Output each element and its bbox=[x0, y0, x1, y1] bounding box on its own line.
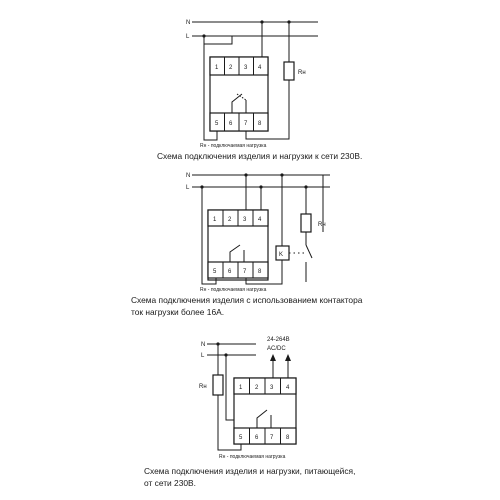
d1-terminal-2: 2 bbox=[229, 65, 233, 71]
d2-terminal-5: 5 bbox=[213, 269, 217, 275]
d2-terminal-7: 7 bbox=[243, 269, 247, 275]
d1-load-label: Rн bbox=[298, 70, 306, 76]
d1-terminal-6: 6 bbox=[229, 121, 233, 127]
d3-terminal-1: 1 bbox=[239, 385, 243, 391]
d2-terminal-4: 4 bbox=[258, 217, 262, 223]
d3-terminal-7: 7 bbox=[270, 435, 274, 441]
d3-caption-line2: от сети 230В. bbox=[144, 478, 196, 488]
d3-supply-type: AC/DC bbox=[267, 346, 286, 352]
diagram-2 bbox=[186, 173, 330, 293]
d1-legend: Rн - подключаемая нагрузка bbox=[200, 143, 267, 149]
d2-terminal-6: 6 bbox=[228, 269, 232, 275]
d2-terminal-8: 8 bbox=[258, 269, 262, 275]
d3-terminal-2: 2 bbox=[255, 385, 259, 391]
d2-terminal-3: 3 bbox=[243, 217, 247, 223]
d1-label-l: L bbox=[186, 34, 190, 40]
d3-legend: Rн - подключаемая нагрузка bbox=[219, 454, 286, 460]
d1-terminal-8: 8 bbox=[258, 121, 262, 127]
d1-load-resistor bbox=[284, 62, 294, 80]
d1-caption: Схема подключения изделия и нагрузки к сети 230В. bbox=[157, 151, 363, 161]
d2-caption-line2: ток нагрузки более 16А. bbox=[131, 307, 225, 317]
d1-terminal-1: 1 bbox=[215, 65, 219, 71]
diagram-3 bbox=[199, 337, 296, 460]
d3-terminal-6: 6 bbox=[255, 435, 259, 441]
d2-label-l: L bbox=[186, 185, 190, 191]
d3-supply-arrow-3 bbox=[270, 354, 276, 361]
d3-supply-voltage: 24-264В bbox=[267, 337, 290, 343]
d3-caption-line1: Схема подключения изделия и нагрузки, питающейся, bbox=[144, 466, 356, 476]
d3-load-resistor bbox=[213, 375, 223, 395]
d2-load-label: Rн bbox=[318, 222, 326, 228]
d3-label-l: L bbox=[201, 353, 205, 359]
d3-supply-arrow-4 bbox=[285, 354, 291, 361]
d1-wire-l-to-5 bbox=[204, 36, 232, 44]
d3-label-n: N bbox=[201, 342, 206, 348]
d3-load-label: Rн bbox=[199, 384, 207, 390]
d2-terminal-1: 1 bbox=[213, 217, 217, 223]
d2-label-n: N bbox=[186, 173, 191, 179]
d2-contactor-label: K bbox=[279, 252, 284, 258]
d2-terminal-2: 2 bbox=[228, 217, 232, 223]
d2-caption-line1: Схема подключения изделия с использованием контактора bbox=[131, 295, 363, 305]
d2-contactor-switch bbox=[306, 245, 312, 258]
diagram-1 bbox=[186, 20, 318, 149]
d3-terminal-8: 8 bbox=[286, 435, 290, 441]
d1-terminal-4: 4 bbox=[258, 65, 262, 71]
d1-terminal-7: 7 bbox=[244, 121, 248, 127]
d1-label-n: N bbox=[186, 20, 191, 26]
d2-load-resistor bbox=[301, 214, 311, 232]
d1-terminal-3: 3 bbox=[244, 65, 248, 71]
d3-wire-l-to-8 bbox=[226, 355, 234, 420]
d3-terminal-5: 5 bbox=[239, 435, 243, 441]
d3-terminal-3: 3 bbox=[270, 385, 274, 391]
d3-terminal-4: 4 bbox=[286, 385, 290, 391]
d2-legend: Rн - подключаемая нагрузка bbox=[200, 287, 267, 293]
d1-terminal-5: 5 bbox=[215, 121, 219, 127]
